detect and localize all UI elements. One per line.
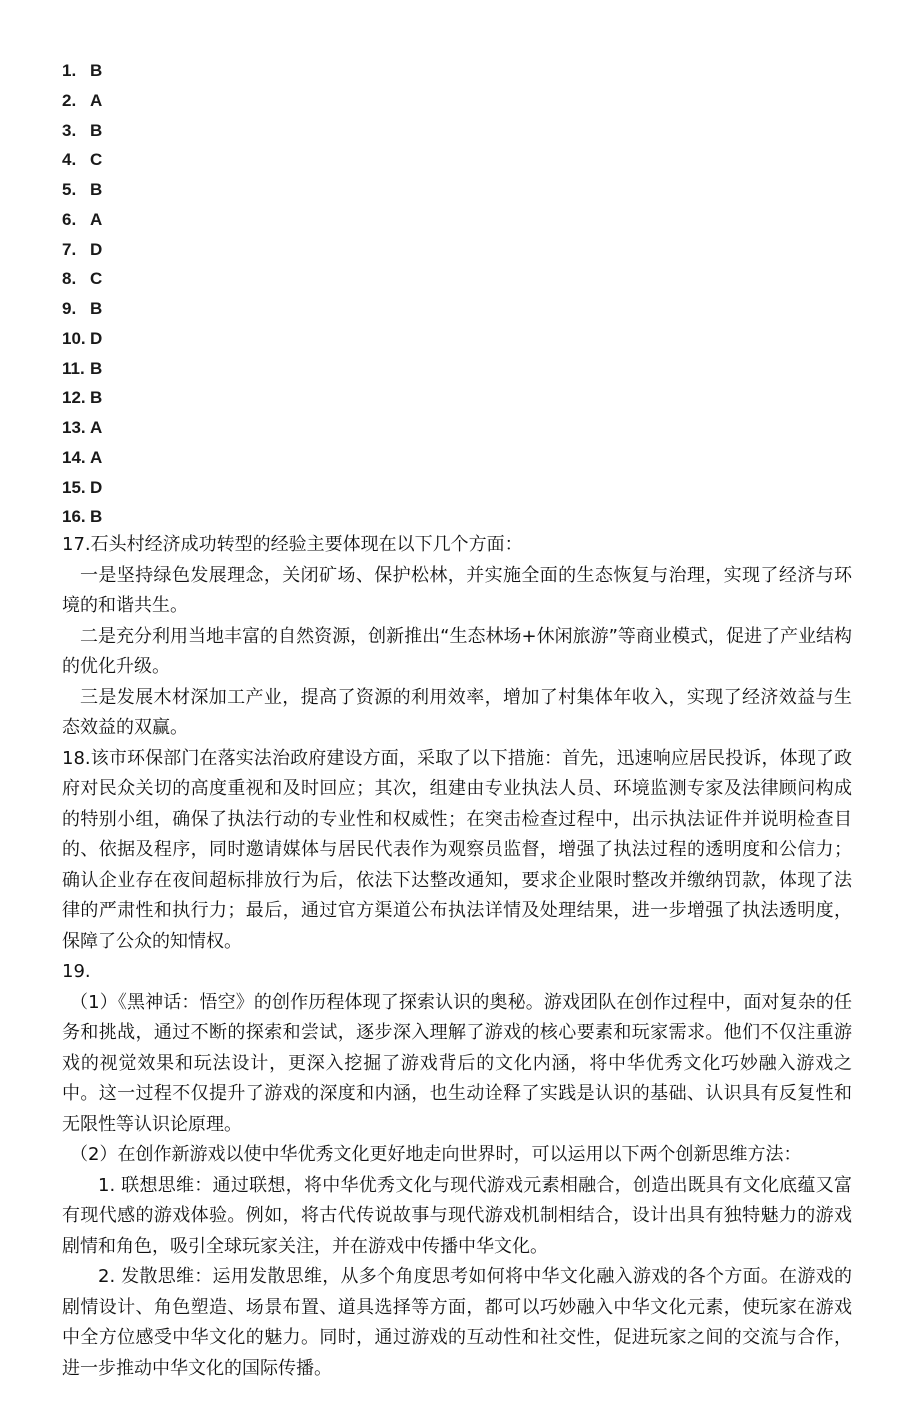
answer-row: 14. A xyxy=(62,447,103,467)
q17-point-3: 三是发展木材深加工产业，提高了资源的利用效率，增加了村集体年收入，实现了经济效益与生态效益的双赢。 xyxy=(62,686,852,738)
answer-row: 9. B xyxy=(62,299,103,318)
q19-part-2-intro: （2）在创作新游戏以使中华优秀文化更好地走向世界时，可以运用以下两个创新思维方法： xyxy=(70,1144,802,1165)
answer-row: 10. D xyxy=(62,328,103,348)
q17-heading: 17.石头村经济成功转型的经验主要体现在以下几个方面： xyxy=(62,534,523,555)
answer-row: 4. C xyxy=(62,150,103,170)
answer-row: 8. C xyxy=(62,269,103,289)
answer-row: 1. B xyxy=(62,61,103,80)
q19-part-1: （1）《黑神话：悟空》的创作历程体现了探索认识的奥秘。游戏团队在创作过程中，面对复杂的任务和挑战，通过不断的探索和尝试，逐步深入理解了游戏的核心要素和玩家需求。他们不仅注重游戏的视觉效果和玩法设计，更深入挖掘了游戏背后的文化内涵，将中华优秀文化巧妙融入游戏之中。这一过程不仅提升了游戏的深度和内涵，也生动诠释了实践是认识的基础、认识具有反复性和无限性等认识论原理。 xyxy=(62,991,852,1135)
q19-method-1: 1. 联想思维：通过联想，将中华优秀文化与现代游戏元素相融合，创造出既具有文化底蕴又富有现代感的游戏体验。例如，将古代传说故事与现代游戏机制相结合，设计出具有独特魅力的游戏剧情和角色，吸引全球玩家关注，并在游戏中传播中华文化。 xyxy=(62,1174,852,1257)
answer-row: 12. B xyxy=(62,388,103,408)
answer-row: 6. A xyxy=(62,209,103,229)
multiple-choice-answers xyxy=(62,56,102,532)
answer-row: 3. B xyxy=(62,120,103,140)
q19-heading: 19. xyxy=(62,961,91,982)
answer-row: 2. A xyxy=(62,90,103,110)
answer-row: 16. B xyxy=(62,507,103,527)
answer-row: 13. A xyxy=(62,418,103,437)
answer-row: 7. D xyxy=(62,239,103,259)
q17-point-1: 一是坚持绿色发展理念，关闭矿场、保护松林，并实施全面的生态恢复与治理，实现了经济与环境的和谐共生。 xyxy=(62,564,852,616)
q19-method-2: 2. 发散思维：运用发散思维，从多个角度思考如何将中华文化融入游戏的各个方面。在游戏的剧情设计、角色塑造、场景布置、道具选择等方面，都可以巧妙融入中华文化元素，使玩家在游戏中全方位感受中华文化的魅力。同时，通过游戏的互动性和社交性，促进玩家之间的交流与合作，进一步推动中华文化的国际传播。 xyxy=(62,1266,852,1379)
answer-row: 15. D xyxy=(62,477,103,497)
q17-point-2: 二是充分利用当地丰富的自然资源，创新推出“生态林场+休闲旅游”等商业模式，促进了产业结构的优化升级。 xyxy=(62,625,852,677)
q18-answer: 18.该市环保部门在落实法治政府建设方面，采取了以下措施：首先，迅速响应居民投诉，体现了政府对民众关切的高度重视和及时回应；其次，组建由专业执法人员、环境监测专家及法律顾问构成的特别小组，确保了执法行动的专业性和权威性；在突击检查过程中，出示执法证件并说明检查目的、依据及程序，同时邀请媒体与居民代表作为观察员监督，增强了执法过程的透明度和公信力；确认企业存在夜间超标排放行为后，依法下达整改通知，要求企业限时整改并缴纳罚款，体现了法律的严肃性和执行力；最后，通过官方渠道公布执法详情及处理结果，进一步增强了执法透明度，保障了公众的知情权。 xyxy=(62,747,852,952)
answer-row: 11. B xyxy=(62,358,103,378)
open-answers xyxy=(62,530,852,1384)
answer-row: 5. B xyxy=(62,180,103,199)
